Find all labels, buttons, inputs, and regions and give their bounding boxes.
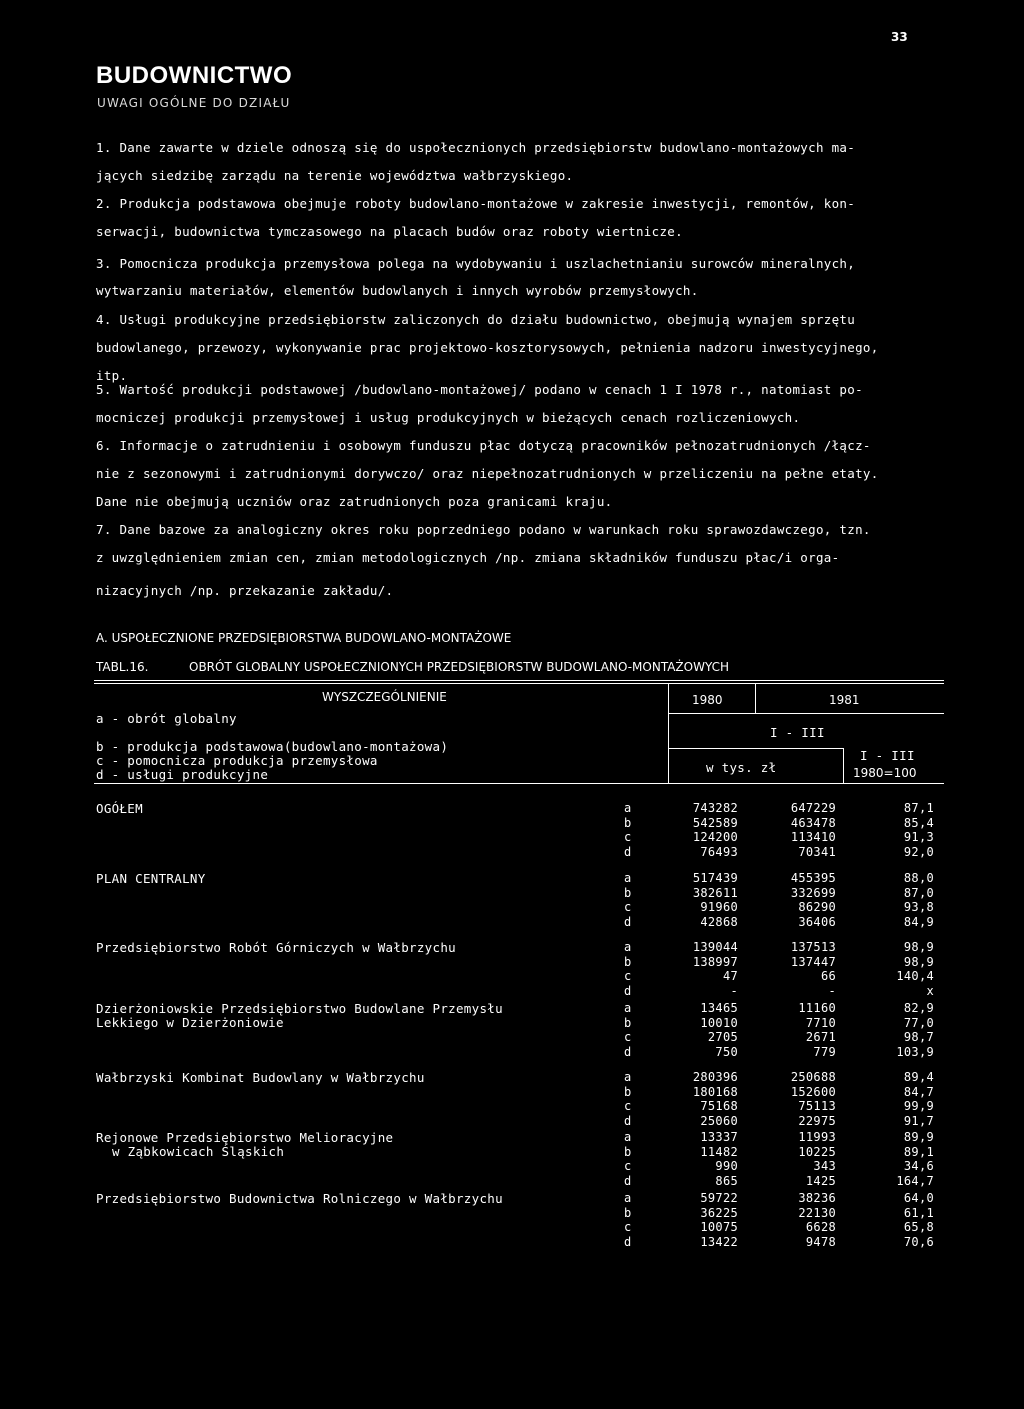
value-1980: - [730, 983, 738, 998]
value-1980: 10075 [700, 1220, 738, 1234]
value-1980: 517439 [692, 871, 738, 885]
value-1981: 22130 [798, 1205, 836, 1220]
note-line: 4. Usługi produkcyjne przedsiębiorstw zaliczonych do działu budownictwo, obejmują wynajem sprzętu [96, 312, 856, 327]
row-letter: d [624, 983, 632, 998]
value-index: 98,9 [903, 940, 934, 954]
value-index: 84,7 [903, 1084, 934, 1099]
row-letter: b [624, 1015, 632, 1030]
note-line: serwacji, budownictwa tymczasowego na placach budów oraz roboty wiertnicze. [96, 224, 683, 239]
value-index: 77,0 [903, 1015, 934, 1030]
note-line: jących siedzibę zarządu na terenie województwa wałbrzyskiego. [96, 168, 574, 183]
page-title: BUDOWNICTWO [96, 62, 293, 89]
value-1981: 463478 [790, 815, 836, 830]
section-heading: A. USPOŁECZNIONE PRZEDSIĘBIORSTWA BUDOWLANO-MONTAŻOWE [96, 631, 512, 645]
note-line: budowlanego, przewozy, wykonywanie prac projektowo-kosztorysowych, pełnienia nadzoru inwestycyjnego, [96, 340, 879, 355]
value-1981: 332699 [790, 885, 836, 900]
row-letter: a [624, 1130, 632, 1144]
row-letter: a [624, 871, 632, 885]
value-1981: 36406 [798, 914, 836, 929]
page-number: 33 [891, 30, 908, 44]
note-line: 5. Wartość produkcji podstawowej /budowlano-montażowej/ podano w cenach 1 I 1978 r., natomiast po- [96, 382, 863, 397]
table-head-bottom-rule [94, 783, 944, 784]
page-subtitle: UWAGI OGÓLNE DO DZIAŁU [97, 96, 291, 110]
row-letter: b [624, 1205, 632, 1220]
note-line: 7. Dane bazowe za analogiczny okres roku poprzedniego podano w warunkach roku sprawozdawczego, tzn. [96, 522, 871, 537]
column-heading-period-index: I - III [860, 748, 915, 763]
row-letter: d [624, 914, 632, 929]
row-letter: d [624, 844, 632, 859]
value-index: 164,7 [896, 1173, 934, 1188]
row-name: Wałbrzyski Kombinat Budowlany w Wałbrzychu [96, 1070, 425, 1085]
note-line: 6. Informacje o zatrudnieniu i osobowym funduszu płac dotyczą pracowników pełnozatrudnionych /łącz- [96, 438, 871, 453]
row-letter: a [624, 1070, 632, 1084]
row-letter: a [624, 1191, 632, 1205]
value-index: 82,9 [903, 1001, 934, 1015]
note-line: 2. Produkcja podstawowa obejmuje roboty budowlano-montażowe w zakresie inwestycji, remontów, kon- [96, 196, 856, 211]
value-1980: 280396 [692, 1070, 738, 1084]
value-index: 92,0 [903, 844, 934, 859]
value-1981: 10225 [798, 1144, 836, 1159]
row-name: Rejonowe Przedsiębiorstwo Melioracyjne [96, 1130, 394, 1145]
value-index: 89,9 [903, 1130, 934, 1144]
table-col-divider-1980 [755, 683, 756, 713]
table-head-rule-1 [668, 713, 944, 714]
row-name: w Ząbkowicach Śląskich [112, 1144, 285, 1159]
row-letter: a [624, 801, 632, 815]
value-1980: 138997 [692, 954, 738, 969]
value-index: 93,8 [903, 900, 934, 914]
column-heading-unit: w tys. zł [706, 760, 777, 775]
value-index: 89,4 [903, 1070, 934, 1084]
row-letter: c [624, 1099, 632, 1113]
note-line: itp. [96, 368, 128, 383]
column-heading-1981: 1981 [829, 693, 860, 707]
value-1981: 137447 [790, 954, 836, 969]
value-index: 87,1 [903, 801, 934, 815]
value-1981: 38236 [798, 1191, 836, 1205]
legend-a: a - obrót globalny [96, 711, 237, 726]
value-1980: 743282 [692, 801, 738, 815]
value-1981: 9478 [805, 1234, 836, 1249]
row-letter: b [624, 954, 632, 969]
table-top-rule-2 [94, 683, 944, 684]
value-1981: 343 [813, 1159, 836, 1173]
row-letter: b [624, 885, 632, 900]
value-1981: 779 [813, 1044, 836, 1059]
row-letter: b [624, 1084, 632, 1099]
row-letter: c [624, 1030, 632, 1044]
note-line: z uwzględnieniem zmian cen, zmian metodologicznych /np. zmiana składników funduszu płac/i orga- [96, 550, 840, 565]
value-1981: 11993 [798, 1130, 836, 1144]
value-index: 84,9 [903, 914, 934, 929]
table-head-rule-2 [668, 748, 844, 749]
value-1980: 382611 [692, 885, 738, 900]
table-top-rule [94, 680, 944, 681]
value-1981: 137513 [790, 940, 836, 954]
row-letter: c [624, 900, 632, 914]
value-1981: 647229 [790, 801, 836, 815]
value-index: 61,1 [903, 1205, 934, 1220]
note-line: nizacyjnych /np. przekazanie zakładu/. [96, 583, 394, 598]
row-name: Przedsiębiorstwo Budownictwa Rolniczego w Wałbrzychu [96, 1191, 503, 1206]
row-letter: c [624, 969, 632, 983]
value-1980: 36225 [700, 1205, 738, 1220]
value-index: 87,0 [903, 885, 934, 900]
value-1980: 76493 [700, 844, 738, 859]
value-1981: 455395 [790, 871, 836, 885]
value-index: 98,9 [903, 954, 934, 969]
row-name: Przedsiębiorstwo Robót Górniczych w Wałbrzychu [96, 940, 456, 955]
value-1980: 2705 [707, 1030, 738, 1044]
note-line: mocniczej produkcji przemysłowej i usług produkcyjnych w bieżących cenach rozliczeniowych. [96, 410, 801, 425]
row-name: OGÓŁEM [96, 801, 143, 816]
note-line: wytwarzaniu materiałów, elementów budowlanych i innych wyrobów przemysłowych. [96, 283, 699, 298]
row-name: PLAN CENTRALNY [96, 871, 206, 886]
value-1980: 124200 [692, 830, 738, 844]
legend-b: b - produkcja podstawowa(budowlano-montażowa) [96, 739, 449, 754]
value-1981: 2671 [805, 1030, 836, 1044]
value-index: 91,7 [903, 1113, 934, 1128]
value-index: 88,0 [903, 871, 934, 885]
row-letter: d [624, 1173, 632, 1188]
value-1981: 250688 [790, 1070, 836, 1084]
value-1980: 990 [715, 1159, 738, 1173]
value-1980: 180168 [692, 1084, 738, 1099]
value-index: 65,8 [903, 1220, 934, 1234]
value-1981: 11160 [798, 1001, 836, 1015]
row-letter: b [624, 815, 632, 830]
table-title: OBRÓT GLOBALNY USPOŁECZNIONYCH PRZEDSIĘBIORSTW BUDOWLANO-MONTAŻOWYCH [189, 660, 730, 674]
value-index: 89,1 [903, 1144, 934, 1159]
value-1981: 22975 [798, 1113, 836, 1128]
value-1980: 59722 [700, 1191, 738, 1205]
value-1980: 11482 [700, 1144, 738, 1159]
column-heading-index-base: 1980=100 [853, 766, 917, 780]
value-1981: - [828, 983, 836, 998]
row-letter: a [624, 1001, 632, 1015]
table-col-divider-index [843, 748, 844, 783]
row-letter: d [624, 1044, 632, 1059]
row-name: Dzierżoniowskie Przedsiębiorstwo Budowlane Przemysłu [96, 1001, 503, 1016]
row-name: Lekkiego w Dzierżoniowie [96, 1015, 284, 1030]
value-1981: 1425 [805, 1173, 836, 1188]
table-label: TABL.16. [96, 660, 149, 674]
row-letter: c [624, 1159, 632, 1173]
note-line: 3. Pomocnicza produkcja przemysłowa polega na wydobywaniu i uszlachetnianiu surowców mineralnych, [96, 256, 856, 271]
value-1980: 13465 [700, 1001, 738, 1015]
legend-d: d - usługi produkcyjne [96, 767, 269, 782]
value-1980: 75168 [700, 1099, 738, 1113]
value-index: 34,6 [903, 1159, 934, 1173]
column-heading-wyszczegolnienie: WYSZCZEGÓLNIENIE [322, 690, 447, 704]
row-letter: c [624, 1220, 632, 1234]
value-1981: 70341 [798, 844, 836, 859]
value-1980: 10010 [700, 1015, 738, 1030]
value-1980: 542589 [692, 815, 738, 830]
value-1981: 75113 [798, 1099, 836, 1113]
value-index: 91,3 [903, 830, 934, 844]
value-index: 140,4 [896, 969, 934, 983]
row-letter: a [624, 940, 632, 954]
column-heading-period: I - III [770, 725, 825, 740]
value-1980: 13337 [700, 1130, 738, 1144]
value-1981: 6628 [805, 1220, 836, 1234]
legend-c: c - pomocnicza produkcja przemysłowa [96, 753, 378, 768]
value-1980: 42868 [700, 914, 738, 929]
value-1980: 139044 [692, 940, 738, 954]
value-1980: 750 [715, 1044, 738, 1059]
note-line: 1. Dane zawarte w dziele odnoszą się do uspołecznionych przedsiębiorstw budowlano-montażowych ma- [96, 140, 856, 155]
value-index: 98,7 [903, 1030, 934, 1044]
value-1980: 91960 [700, 900, 738, 914]
value-1981: 152600 [790, 1084, 836, 1099]
value-index: 64,0 [903, 1191, 934, 1205]
row-letter: d [624, 1234, 632, 1249]
column-heading-1980: 1980 [692, 693, 723, 707]
row-letter: b [624, 1144, 632, 1159]
value-index: 85,4 [903, 815, 934, 830]
value-1980: 25060 [700, 1113, 738, 1128]
value-1981: 66 [820, 969, 836, 983]
value-index: 99,9 [903, 1099, 934, 1113]
value-1980: 865 [715, 1173, 738, 1188]
value-1981: 7710 [805, 1015, 836, 1030]
value-index: 103,9 [896, 1044, 934, 1059]
note-line: nie z sezonowymi i zatrudnionymi dorywczo/ oraz niepełnozatrudnionych w przeliczeniu na pełne etaty. [96, 466, 879, 481]
note-line: Dane nie obejmują uczniów oraz zatrudnionych poza granicami kraju. [96, 494, 613, 509]
table-col-divider [668, 683, 669, 783]
value-index: 70,6 [903, 1234, 934, 1249]
value-1980: 13422 [700, 1234, 738, 1249]
value-1981: 113410 [790, 830, 836, 844]
value-1981: 86290 [798, 900, 836, 914]
row-letter: c [624, 830, 632, 844]
value-1980: 47 [722, 969, 738, 983]
row-letter: d [624, 1113, 632, 1128]
value-index: x [926, 983, 934, 998]
